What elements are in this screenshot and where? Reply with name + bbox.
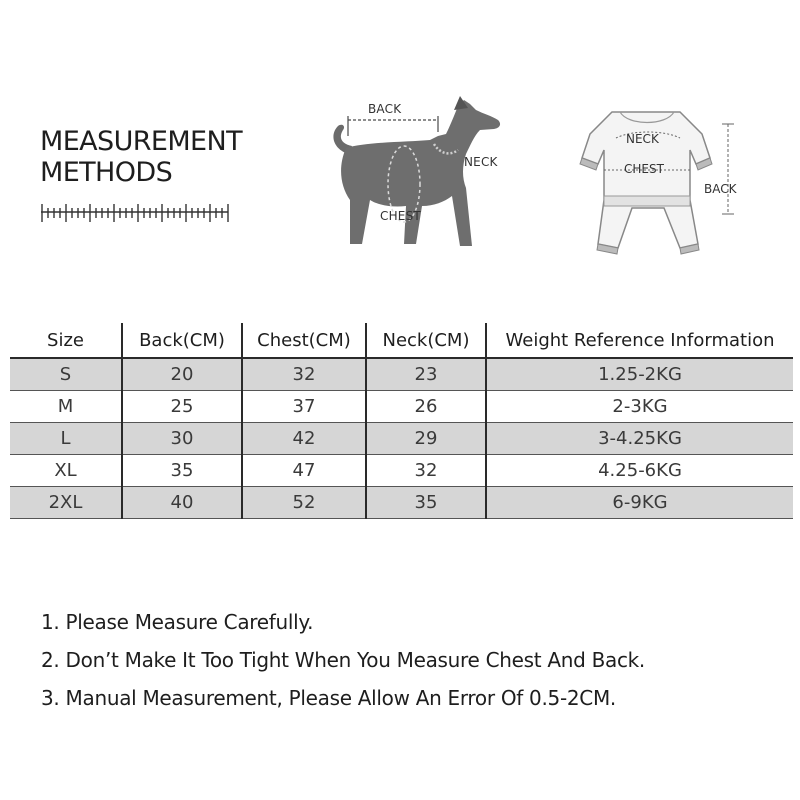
note-item: 3. Manual Measurement, Please Allow An Error Of 0.5-2CM. [41,686,616,710]
garment-measurement-diagram [572,108,752,260]
measurement-methods-title [40,126,242,188]
cell-weight: 6-9KG [486,487,793,519]
cell-neck: 23 [366,358,486,391]
table-row [10,455,793,487]
cell-neck: 32 [366,455,486,487]
cell-size: S [10,358,122,391]
cell-weight: 1.25-2KG [486,358,793,391]
dog-chest-label: CHEST [380,209,421,223]
table-row [10,358,793,391]
cell-chest: 32 [242,358,366,391]
cell-size: 2XL [10,487,122,519]
cell-back: 30 [122,423,242,455]
table-row [10,423,793,455]
size-chart-table [10,323,793,519]
measurement-notes [41,608,645,722]
cell-size: M [10,391,122,423]
cell-weight: 2-3KG [486,391,793,423]
cell-neck: 35 [366,487,486,519]
cell-back: 40 [122,487,242,519]
dog-silhouette-icon [326,96,516,261]
header-neck: Neck(CM) [366,323,486,358]
header-size: Size [47,329,84,351]
cell-chest: 42 [242,423,366,455]
cell-back: 20 [122,358,242,391]
title-line-2: METHODS [40,157,173,188]
cell-back: 35 [122,455,242,487]
dog-measurement-diagram [326,96,516,261]
header-weight: Weight Reference Information [486,323,793,358]
note-item: 2. Don’t Make It Too Tight When You Measure Chest And Back. [41,648,645,672]
cell-chest: 52 [242,487,366,519]
header-back: Back(CM) [122,323,242,358]
header-chest: Chest(CM) [242,323,366,358]
cell-weight: 3-4.25KG [486,423,793,455]
garment-back-label: BACK [704,182,737,196]
dog-back-label: BACK [368,102,402,116]
note-item: 1. Please Measure Carefully. [41,610,314,634]
garment-chest-label: CHEST [624,162,664,176]
cell-size: L [10,423,122,455]
garment-neck-label: NECK [626,132,659,146]
dog-neck-label: NECK [464,155,498,169]
cell-neck: 29 [366,423,486,455]
ruler-icon [40,200,230,226]
cell-chest: 47 [242,455,366,487]
cell-weight: 4.25-6KG [486,455,793,487]
table-header-row [10,323,793,358]
table-row [10,391,793,423]
cell-neck: 26 [366,391,486,423]
title-line-1: MEASUREMENT [40,126,242,157]
cell-chest: 37 [242,391,366,423]
cell-back: 25 [122,391,242,423]
table-row [10,487,793,519]
cell-size: XL [10,455,122,487]
